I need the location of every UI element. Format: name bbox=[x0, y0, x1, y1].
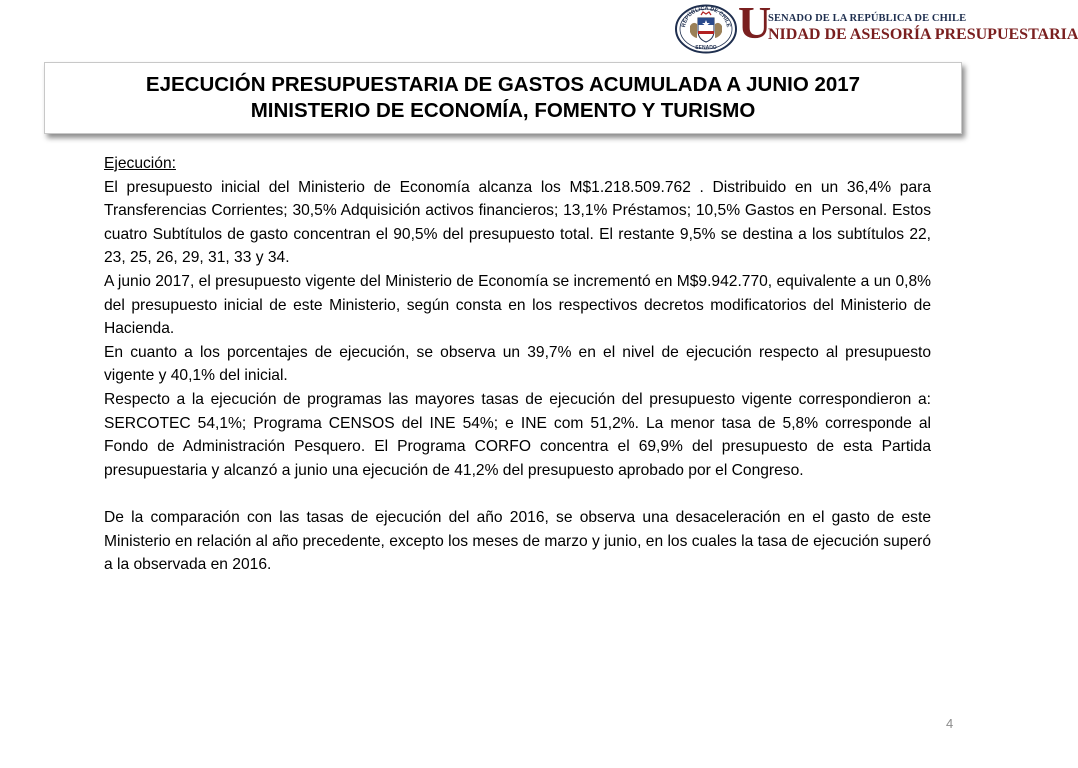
page-title: EJECUCIÓN PRESUPUESTARIA DE GASTOS ACUMULADA A JUNIO 2017 bbox=[145, 73, 861, 96]
brand-senate-label: SENADO DE LA REPÚBLICA DE CHILE bbox=[768, 13, 967, 24]
brand-initial: U bbox=[738, 0, 772, 48]
brand-unit-name: NIDAD DE ASESORÍA PRESUPUESTARIA bbox=[768, 26, 1078, 43]
paragraph-initial-budget: El presupuesto inicial del Ministerio de Economía alcanza los M$1.218.509.762 . Distribuido en un 36,4% para Transferencias Corrientes; 30,5% Adquisición activos financieros; 13,1% Préstamos; 10,5% Gastos en Personal. Estos cuatro Subtítulos de gasto concentran el 90,5% del presupuesto total. El restante 9,5% se destina a los subtítulos 22, 23, 25, 26, 29, 31, 33 y 34. bbox=[104, 178, 931, 267]
paragraph-spacer bbox=[104, 482, 931, 506]
senate-seal-icon bbox=[674, 4, 738, 54]
seal-text-bottom: SENADO bbox=[695, 45, 717, 51]
paragraph-program-execution: Respecto a la ejecución de programas las mayores tasas de ejecución del presupuesto vigente correspondieron a: SERCOTEC 54,1%; Programa CENSOS del INE 54%; e INE com 51,2%. La menor tasa de 5,8% corresponde al Fondo de Administración Pesquero. El Programa CORFO concentra el 69,9% del presupuesto de esta Partida presupuestaria y alcanzó a junio una ejecución de 41,2% del presupuesto aprobado por el Congreso. bbox=[104, 390, 931, 479]
section-heading: Ejecución: bbox=[104, 155, 176, 172]
page-number: 4 bbox=[946, 716, 954, 731]
paragraph-execution-percentages: En cuanto a los porcentajes de ejecución, se observa un 39,7% en el nivel de ejecución respecto al presupuesto vigente y 40,1% del inicial. bbox=[104, 343, 931, 385]
title-box bbox=[44, 62, 962, 134]
page-subtitle: MINISTERIO DE ECONOMÍA, FOMENTO Y TURISMO bbox=[250, 99, 756, 122]
body-text bbox=[104, 152, 931, 577]
paragraph-current-budget: A junio 2017, el presupuesto vigente del Ministerio de Economía se incrementó en M$9.942.770, equivalente a un 0,8% del presupuesto inicial de este Ministerio, según consta en los respectivos decretos modificatorios del Ministerio de Hacienda. bbox=[104, 272, 931, 338]
seal-text-top: REPÚBLICA DE CHILE bbox=[681, 5, 731, 28]
paragraph-comparison-2016: De la comparación con las tasas de ejecución del año 2016, se observa una desaceleración en el gasto de este Ministerio en relación al año precedente, excepto los meses de marzo y junio, en los cuales la tasa de ejecución superó a la observada en 2016. bbox=[104, 508, 931, 574]
header-logo bbox=[672, 0, 1078, 54]
